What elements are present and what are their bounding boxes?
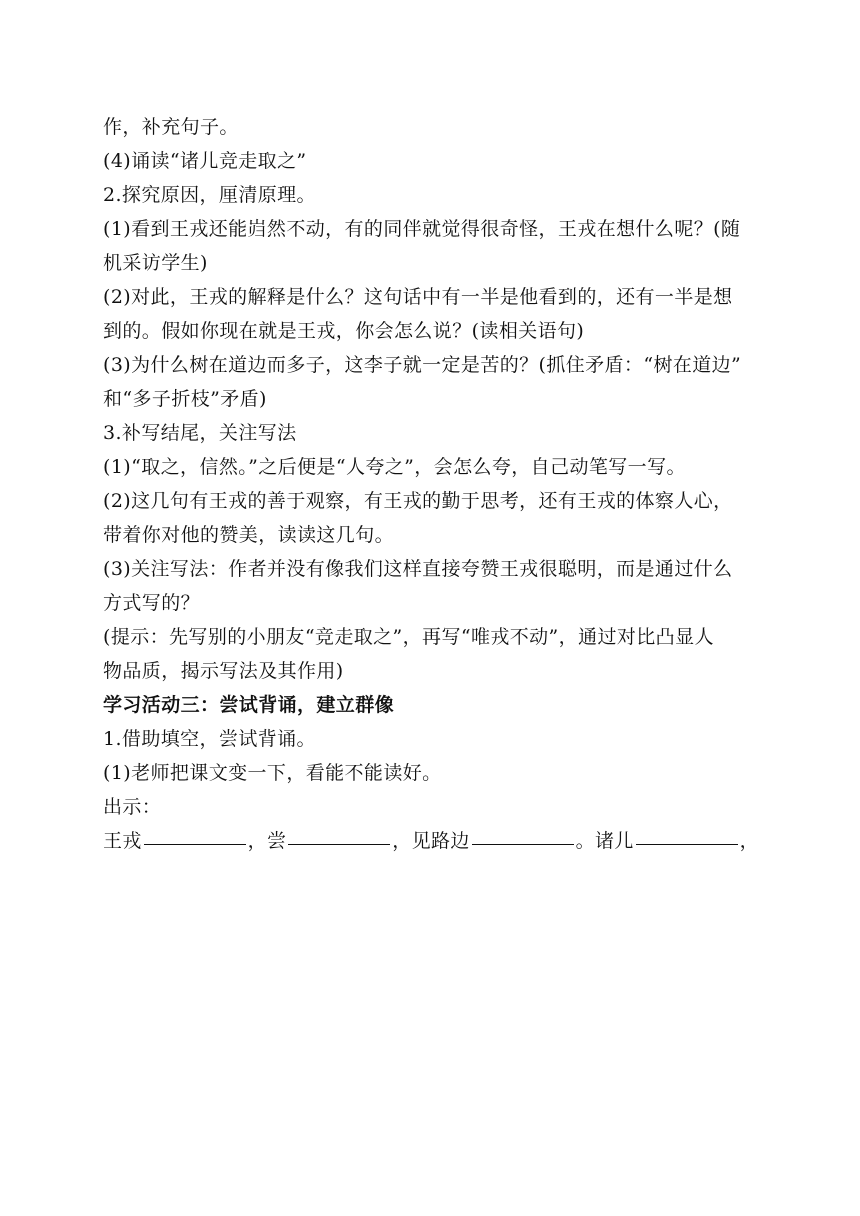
text-line: (3)为什么树在道边而多子，这李子就一定是苦的？(抓住矛盾：“树在道边”: [103, 354, 742, 376]
text-line: 方式写的？: [103, 592, 201, 614]
text-line: 出示：: [103, 796, 162, 818]
text-line: 1.借助填空，尝试背诵。: [103, 728, 316, 750]
blank-4[interactable]: [636, 824, 738, 845]
fill-text: ，见路边: [392, 830, 470, 852]
text-line: (2)对此，王戎的解释是什么？这句话中有一半是他看到的，还有一半是想: [103, 286, 733, 308]
text-line: (1)看到王戎还能岿然不动，有的同伴就觉得很奇怪，王戎在想什么呢？(随: [103, 218, 741, 240]
text-line: (1)“取之，信然。”之后便是“人夸之”，会怎么夸，自己动笔写一写。: [103, 456, 686, 478]
text-line: 3.补写结尾，关注写法: [103, 422, 297, 444]
text-line: (4)诵读“诸儿竞走取之”: [103, 150, 307, 172]
text-line: (1)老师把课文变一下，看能不能读好。: [103, 762, 442, 784]
blank-2[interactable]: [288, 824, 390, 845]
text-line: 机采访学生): [103, 252, 208, 274]
text-line: 物品质，揭示写法及其作用): [103, 660, 344, 682]
document-page: [103, 110, 759, 858]
fill-text: 王戎: [103, 830, 142, 852]
fill-text: ，尝: [247, 830, 287, 852]
text-line: 带着你对他的赞美，读读这几句。: [103, 524, 395, 546]
section-heading: 学习活动三：尝试背诵，建立群像: [103, 694, 395, 716]
text-line: (3)关注写法：作者并没有像我们这样直接夸赞王戎很聪明，而是通过什么: [103, 558, 733, 580]
text-line: (提示：先写别的小朋友“竞走取之”，再写“唯戎不动”，通过对比凸显人: [103, 626, 714, 648]
blank-3[interactable]: [472, 824, 574, 845]
text-line: 到的。假如你现在就是王戎，你会怎么说？(读相关语句): [103, 320, 585, 342]
text-line: 和“多子折枝”矛盾): [103, 388, 267, 410]
fill-in-blank-line: [103, 824, 759, 858]
text-line: (2)这几句有王戎的善于观察，有王戎的勤于思考，还有王戎的体察人心，: [103, 490, 733, 512]
fill-text: ，: [739, 830, 759, 852]
blank-1[interactable]: [144, 824, 246, 845]
text-line: 2.探究原因，厘清原理。: [103, 184, 316, 206]
fill-text: 。诸儿: [575, 830, 634, 852]
text-line: 作，补充句子。: [103, 116, 239, 138]
